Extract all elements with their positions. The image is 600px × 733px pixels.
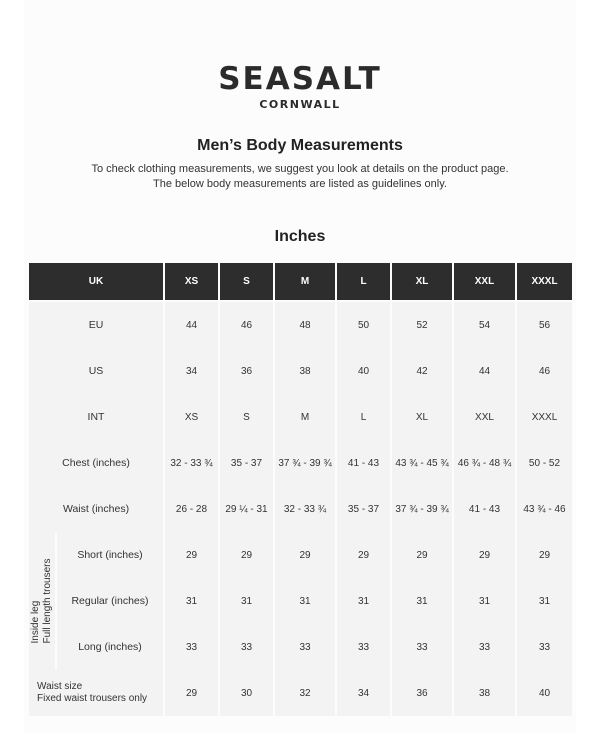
- table-cell: 33: [392, 624, 452, 670]
- table-cell: 46 ¾ - 48 ¾: [454, 440, 515, 486]
- table-cell: 31: [337, 578, 390, 624]
- brand-subtitle: CORNWALL: [259, 98, 341, 111]
- header-cell: S: [220, 263, 273, 300]
- inside-leg-label: [30, 558, 54, 643]
- header-cell: XS: [165, 263, 218, 300]
- table-cell: 32 - 33 ¾: [275, 486, 335, 532]
- table-row: [29, 440, 572, 486]
- table-row: [29, 300, 572, 348]
- table-cell: 31: [392, 578, 452, 624]
- page-title: Men’s Body Measurements: [197, 137, 403, 154]
- table-cell: 36: [392, 670, 452, 716]
- table-cell: 35 - 37: [337, 486, 390, 532]
- table-cell: 29: [454, 532, 515, 578]
- table-cell: 50 - 52: [517, 440, 572, 486]
- size-chart-table: [27, 263, 574, 716]
- row-label: US: [29, 348, 163, 394]
- table-cell: 54: [454, 300, 515, 348]
- table-row: [29, 670, 572, 716]
- group-label-line: Inside leg: [30, 600, 41, 644]
- header-cell: UK: [29, 263, 163, 300]
- table-cell: 35 - 37: [220, 440, 273, 486]
- table-cell: 29: [165, 532, 218, 578]
- table-cell: 44: [165, 300, 218, 348]
- table-cell: 30: [220, 670, 273, 716]
- table-cell: XL: [392, 394, 452, 440]
- table-row: [29, 348, 572, 394]
- table-cell: 46: [517, 348, 572, 394]
- table-cell: 33: [165, 624, 218, 670]
- table-cell: 31: [517, 578, 572, 624]
- table-cell: 40: [517, 670, 572, 716]
- table-cell: 34: [165, 348, 218, 394]
- table-cell: 26 - 28: [165, 486, 218, 532]
- table-cell: 38: [454, 670, 515, 716]
- brand-name: SEASALT: [218, 61, 382, 97]
- table-cell: 29: [392, 532, 452, 578]
- brand-logo: [0, 62, 600, 111]
- table-cell: 33: [517, 624, 572, 670]
- table-cell: 33: [454, 624, 515, 670]
- table-cell: 43 ¾ - 46: [517, 486, 572, 532]
- table-cell: 34: [337, 670, 390, 716]
- table-cell: 48: [275, 300, 335, 348]
- subtitle-line: To check clothing measurements, we suggest you look at details on the product page.: [91, 163, 509, 175]
- row-label: Waist (inches): [29, 486, 163, 532]
- table-cell: 31: [275, 578, 335, 624]
- row-label: Regular (inches): [57, 578, 163, 624]
- header-cell: M: [275, 263, 335, 300]
- table-cell: S: [220, 394, 273, 440]
- header-cell: XXL: [454, 263, 515, 300]
- group-label-line: Full length trousers: [42, 558, 53, 644]
- table-cell: 32: [275, 670, 335, 716]
- row-label: Short (inches): [57, 532, 163, 578]
- row-label: Chest (inches): [29, 440, 163, 486]
- row-label: Long (inches): [57, 624, 163, 670]
- table-cell: 41 - 43: [454, 486, 515, 532]
- table-cell: 46: [220, 300, 273, 348]
- row-label: INT: [29, 394, 163, 440]
- table-row: [29, 624, 572, 670]
- table-cell: 29: [165, 670, 218, 716]
- page-subtitle: [0, 162, 600, 192]
- table-cell: 29 ¼ - 31: [220, 486, 273, 532]
- table-cell: XS: [165, 394, 218, 440]
- header-cell: XXXL: [517, 263, 572, 300]
- header-row: [29, 263, 572, 300]
- table-cell: 42: [392, 348, 452, 394]
- table-row: [29, 578, 572, 624]
- units-heading: Inches: [274, 228, 326, 245]
- row-label-line: Waist size: [37, 681, 83, 692]
- table-cell: 52: [392, 300, 452, 348]
- table-cell: L: [337, 394, 390, 440]
- header-cell: L: [337, 263, 390, 300]
- table-cell: XXL: [454, 394, 515, 440]
- table-cell: XXXL: [517, 394, 572, 440]
- table-cell: 56: [517, 300, 572, 348]
- table-row: [29, 486, 572, 532]
- table-cell: 37 ¾ - 39 ¾: [392, 486, 452, 532]
- subtitle-line: The below body measurements are listed as guidelines only.: [153, 178, 447, 190]
- table-cell: 36: [220, 348, 273, 394]
- table-cell: 29: [337, 532, 390, 578]
- table-cell: 29: [220, 532, 273, 578]
- table-cell: 37 ¾ - 39 ¾: [275, 440, 335, 486]
- row-label: EU: [29, 300, 163, 348]
- table-cell: 44: [454, 348, 515, 394]
- table-cell: 31: [165, 578, 218, 624]
- table-cell: 43 ¾ - 45 ¾: [392, 440, 452, 486]
- table-cell: 33: [275, 624, 335, 670]
- table-cell: 40: [337, 348, 390, 394]
- row-label-line: Fixed waist trousers only: [37, 693, 148, 704]
- table-cell: 50: [337, 300, 390, 348]
- table-row: [29, 394, 572, 440]
- table-cell: 33: [337, 624, 390, 670]
- table-cell: M: [275, 394, 335, 440]
- header-cell: XL: [392, 263, 452, 300]
- table-cell: 33: [220, 624, 273, 670]
- table-row: [29, 532, 572, 578]
- inside-leg-group-label: [29, 532, 55, 670]
- table-cell: 41 - 43: [337, 440, 390, 486]
- table-cell: 31: [220, 578, 273, 624]
- row-label: [29, 670, 163, 716]
- table-cell: 29: [517, 532, 572, 578]
- table-cell: 31: [454, 578, 515, 624]
- table-cell: 32 - 33 ¾: [165, 440, 218, 486]
- table-cell: 38: [275, 348, 335, 394]
- table-cell: 29: [275, 532, 335, 578]
